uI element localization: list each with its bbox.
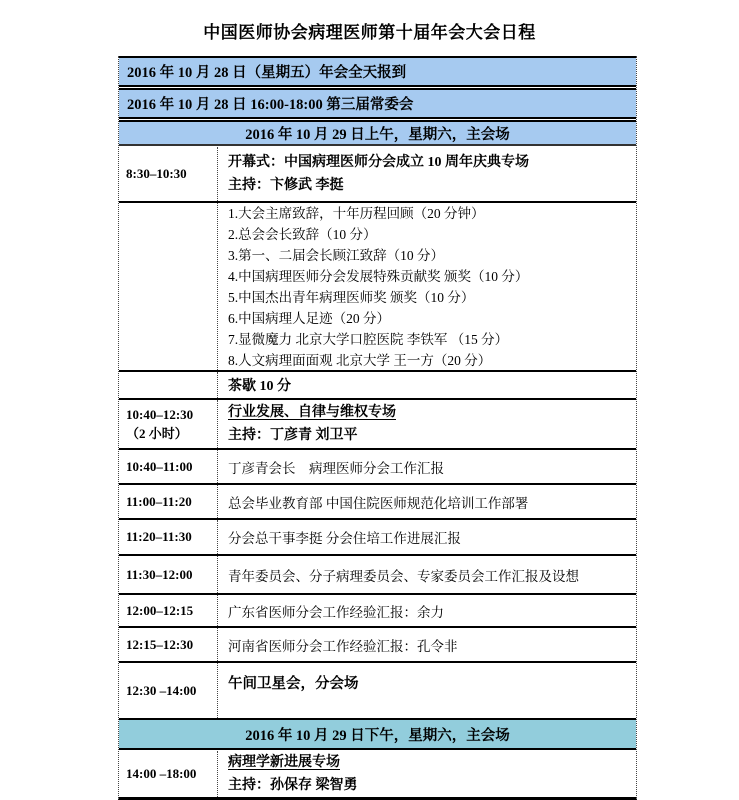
content-cell [218,147,636,201]
agenda-item: 5.中国杰出青年病理医师奖 颁奖（10 分） [228,289,475,305]
time-cell [119,147,218,201]
talk-text: 河南省医师分会工作经验汇报：孔令非 [228,638,458,654]
agenda-item: 7.显微魔力 北京大学口腔医院 李铁军 （15 分） [228,331,509,347]
conference-schedule-table [118,56,637,800]
content-cell [218,203,636,370]
schedule-row-talk [119,626,636,661]
banner-day2-morning: 2016 年 10 月 29 日上午，星期六，主会场 [119,120,636,146]
time-cell [119,485,218,518]
time-range: 8:30–10:30 [126,166,187,181]
session-chair: 主持：孙保存 梁智勇 [228,778,358,793]
session-title: 病理学新进展专场 [228,754,340,770]
time-range: 11:30–12:00 [126,566,193,582]
time-range: 12:30 –14:00 [126,682,197,698]
talk-text: 青年委员会、分子病理委员会、专家委员会工作汇报及设想 [228,568,579,584]
agenda-item: 2.总会会长致辞（10 分） [228,226,377,242]
time-cell [119,595,218,626]
time-cell [119,450,218,483]
schedule-row-opening-items [119,201,636,370]
schedule-row-session2 [119,398,636,448]
time-cell [119,751,218,797]
agenda-item: 6.中国病理人足迹（20 分） [228,310,390,326]
schedule-row-session3 [119,751,636,797]
schedule-row-talk [119,554,636,593]
agenda-item: 1.大会主席致辞，十年历程回顾（20 分钟） [228,205,485,221]
schedule-row-lunch-satellite [119,661,636,718]
banner-day1-checkin: 2016 年 10 月 28 日（星期五）年会全天报到 [119,56,636,87]
time-cell-empty [119,372,218,398]
agenda-item: 4.中国病理医师分会发展特殊贡献奖 颁奖（10 分） [228,268,529,284]
content-cell [218,751,636,797]
talk-text: 丁彦青会长 病理医师分会工作汇报 [228,460,444,476]
time-cell [119,556,218,593]
session-chair: 主持：卞修武 李挺 [228,178,344,193]
time-cell [119,628,218,661]
page-title: 中国医师协会病理医师第十届年会大会日程 [203,23,536,42]
lunch-text: 午间卫星会，分会场 [228,676,359,692]
time-cell-empty [119,203,218,370]
session-title: 开幕式：中国病理医师分会成立 10 周年庆典专场 [228,154,529,170]
talk-text: 广东省医师分会工作经验汇报：余力 [228,604,444,620]
time-range: 10:40–11:00 [126,458,193,474]
schedule-row-tea-break [119,370,636,398]
time-range: 11:00–11:20 [126,493,192,509]
talk-text: 总会毕业教育部 中国住院医师规范化培训工作部署 [228,495,529,511]
banner-day2-afternoon: 2016 年 10 月 29 日下午，星期六，主会场 [119,718,636,750]
schedule-row-talk [119,518,636,554]
time-range: 14:00 –18:00 [126,766,197,781]
time-range: 12:15–12:30 [126,636,194,652]
time-range: 11:20–11:30 [126,529,192,544]
agenda-item: 8.人文病理面面观 北京大学 王一方（20 分） [228,352,492,368]
agenda-item: 3.第一、二届会长顾江致辞（10 分） [228,247,444,263]
session-title: 行业发展、自律与维权专场 [228,404,396,420]
schedule-row-talk [119,448,636,483]
session-chair: 主持：丁彦青 刘卫平 [228,428,358,443]
schedule-row-talk [119,593,636,626]
time-cell [119,400,218,448]
banner-day1-committee: 2016 年 10 月 28 日 16:00-18:00 第三届常委会 [119,88,636,119]
talk-text: 分会总干事李挺 分会住培工作进展汇报 [228,531,461,546]
time-range: 12:00–12:15 [126,602,194,618]
tea-break-label: 茶歇 10 分 [228,379,291,394]
time-cell [119,520,218,554]
schedule-row-talk [119,483,636,518]
content-cell [218,400,636,448]
time-duration: （2 小时） [126,425,188,441]
schedule-row-opening [119,147,636,201]
time-range: 10:40–12:30 [126,406,194,422]
time-cell [119,663,218,718]
